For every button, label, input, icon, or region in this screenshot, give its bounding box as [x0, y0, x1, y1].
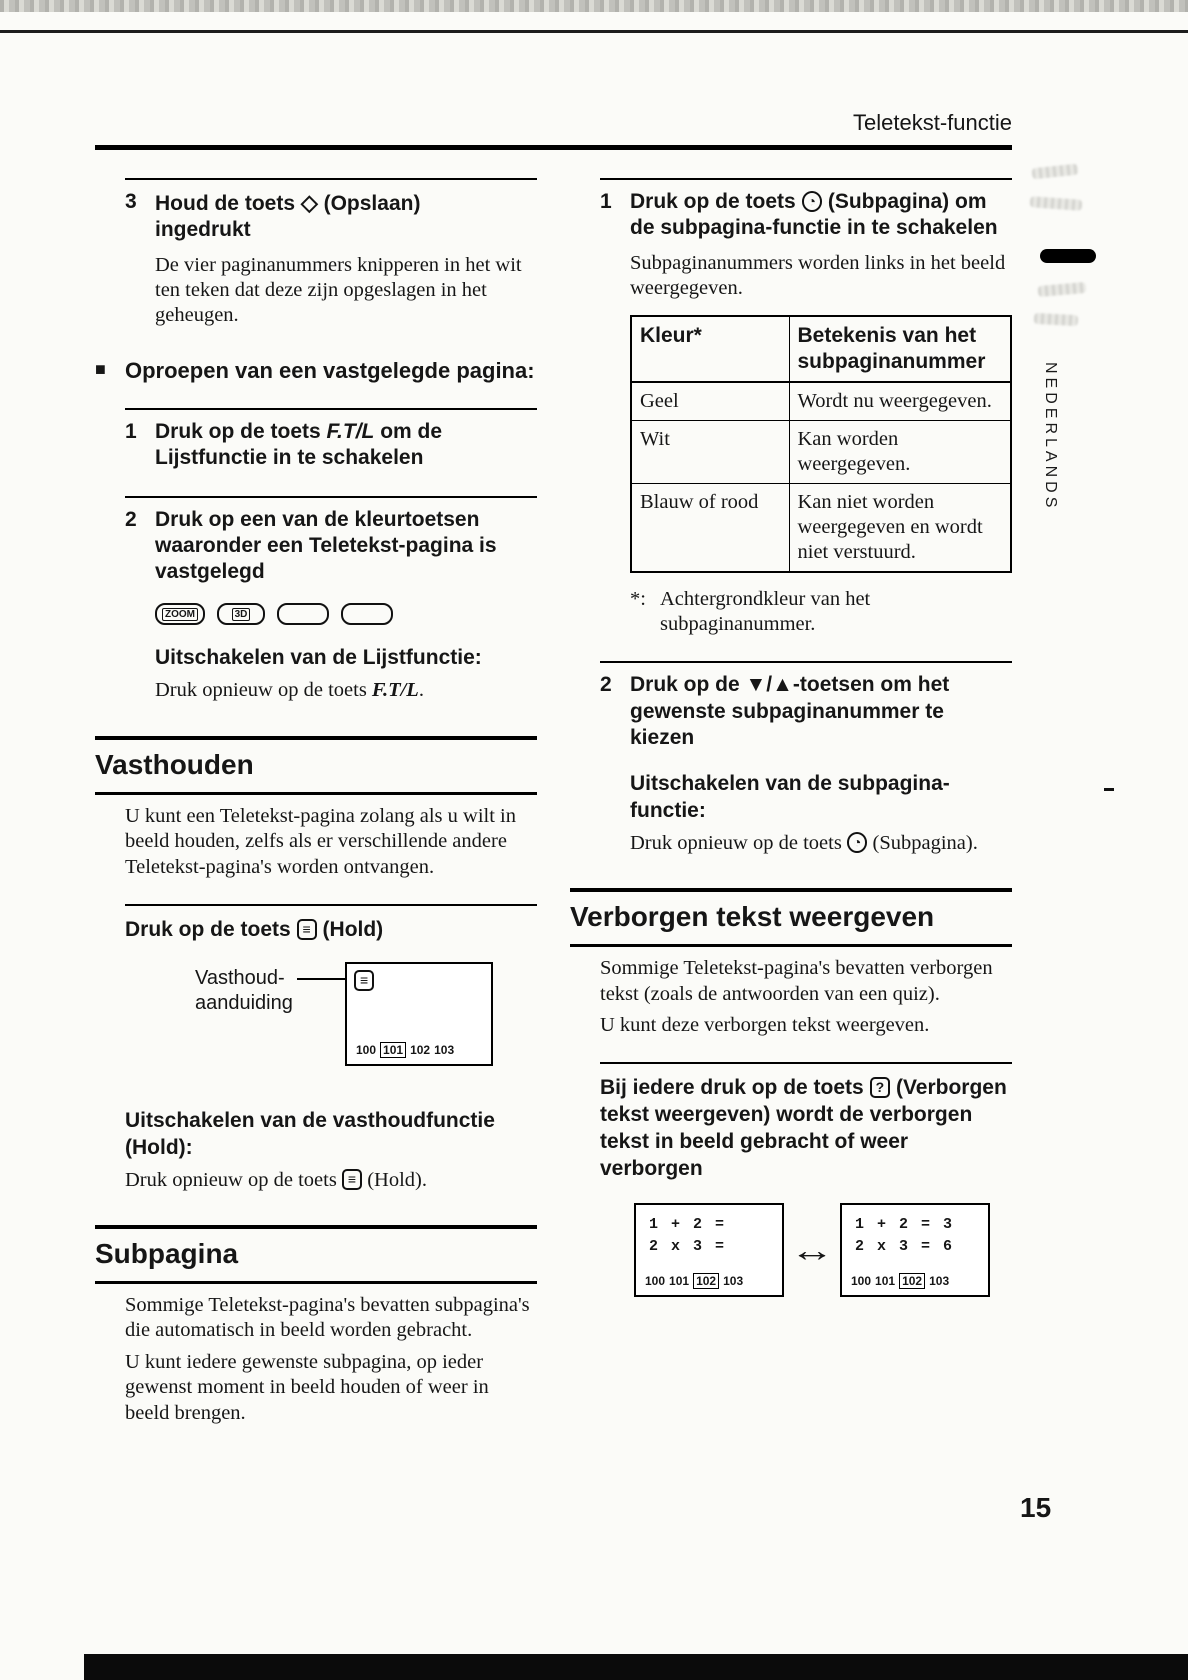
diagram-label-line: aanduiding: [195, 991, 293, 1014]
screen-number: 102: [410, 1042, 431, 1057]
table-header-row: [631, 316, 1011, 381]
step-heading: [155, 189, 537, 244]
subpage-off-title: Uitschakelen van de subpagina-functie:: [630, 772, 950, 822]
hold-icon: ≡: [297, 919, 317, 940]
scan-artifact: [1038, 282, 1087, 297]
step-heading-text: Druk op de toets: [155, 420, 327, 444]
diagram-label-line: Vasthoud-: [195, 966, 285, 989]
screen-number: 103: [723, 1273, 744, 1288]
subpage-icon: ◔: [847, 832, 867, 853]
teletext-example-box: [634, 1203, 784, 1297]
subhead-text: Bij iedere druk op de toets: [600, 1076, 870, 1100]
step-heading: Druk op de ▼/▲-toetsen om het gewenste subpaginanummer te kiezen: [630, 673, 950, 749]
teletext-example-box: [840, 1203, 990, 1297]
table-footnote: [630, 587, 1012, 638]
hidden-press-title: [600, 1062, 1012, 1183]
left-column: [95, 168, 537, 1426]
header-rule: [95, 145, 1012, 150]
hold-icon: ≡: [342, 1169, 362, 1190]
callout-line: [297, 978, 349, 980]
footnote-marker: *:: [630, 587, 646, 610]
table-cell: Kan worden weergegeven.: [789, 420, 1011, 483]
step-number: 2: [125, 507, 137, 531]
table-row: [631, 483, 1011, 572]
section-heading: Oproepen van een vastgelegde pagina:: [125, 357, 535, 383]
example-line: 2 x 3 =: [649, 1237, 727, 1255]
hold-indicator-icon: ≡: [354, 970, 374, 991]
table-cell: Blauw of rood: [631, 483, 789, 572]
table-header-cell: Betekenis van het subpaginanummer: [789, 316, 1011, 381]
hold-off-title: Uitschakelen van de vasthoudfunctie (Hold):: [125, 1108, 495, 1159]
body-text-part: (Hold).: [362, 1168, 427, 1191]
zoom-button-icon: [155, 603, 205, 625]
screen-number: 101: [669, 1273, 690, 1288]
step-heading-text: om de Lijstfunctie in te schakelen: [155, 420, 443, 470]
table-cell: Geel: [631, 382, 789, 421]
body-text-part: .: [418, 679, 424, 702]
subpage-color-table: [630, 315, 1012, 572]
zoom-button-label: ZOOM: [162, 608, 198, 621]
hold-indicator-diagram: [195, 960, 537, 1088]
body-text: De vier paginanummers knipperen in het wit ten teken dat deze zijn opgeslagen in het geheugen.: [155, 253, 522, 327]
body-text: Sommige Teletekst-pagina's bevatten verborgen tekst (zoals de antwoorden van een quiz).: [600, 957, 993, 1005]
step-heading-text: Houd de toets: [155, 192, 301, 215]
screen-number-highlighted: 101: [380, 1042, 406, 1058]
step-heading-text: (Subpagina) om de subpagina-functie in te schakelen: [630, 190, 998, 240]
step-subpage-select: [600, 661, 1012, 856]
blank-button-icon: [341, 603, 393, 625]
screen-number: 100: [356, 1042, 377, 1057]
screen-number: 103: [929, 1273, 950, 1288]
remote-button-row: [155, 603, 537, 625]
scan-top-edge: [0, 0, 1188, 12]
table-row: [631, 382, 1011, 421]
subpage-icon: ◔: [802, 191, 822, 212]
step-save-hold: [125, 178, 537, 329]
step-heading: Druk op een van de kleurtoetsen waaronder een Teletekst-pagina is vastgelegd: [155, 507, 497, 584]
hidden-text-section-heading: Verborgen tekst weergeven: [570, 888, 1012, 947]
step-number: 1: [600, 190, 612, 213]
recall-section-heading: [95, 357, 537, 385]
3d-button-label: 3D: [232, 608, 251, 621]
table-header-cell: Kleur*: [631, 316, 789, 381]
screen-number-highlighted: 102: [693, 1273, 719, 1289]
subpage-section-heading: Subpagina: [95, 1225, 537, 1284]
diagram-label: [195, 966, 293, 1016]
step-number: 3: [125, 190, 137, 213]
table-cell: Wordt nu weergegeven.: [789, 382, 1011, 421]
right-column: [570, 168, 1012, 1297]
body-text-part: Druk opnieuw op de toets: [155, 679, 372, 702]
language-sidebar-label: NEDERLANDS: [1042, 362, 1059, 512]
subhead-text: (Hold): [316, 917, 384, 941]
save-icon: ◇: [300, 190, 318, 215]
tv-screen: [345, 962, 493, 1066]
example-line: 2 x 3 = 6: [855, 1237, 955, 1255]
body-text: Subpaginanummers worden links in het beeld weergegeven.: [630, 251, 1006, 299]
teletext-page-numbers: [645, 1274, 747, 1288]
square-bullet-icon: ■: [95, 358, 106, 379]
table-cell: Wit: [631, 420, 789, 483]
footnote-text: Achtergrondkleur van het subpaginanummer.: [660, 587, 871, 635]
table-cell: Kan niet worden weergegeven en wordt niet verstuurd.: [789, 483, 1011, 572]
body-text-part: (Subpagina).: [867, 831, 978, 854]
ftl-key-label: F.T/L: [371, 679, 419, 702]
hidden-text-icon: ?: [870, 1077, 891, 1098]
screen-number: 101: [875, 1273, 896, 1288]
body-text: [630, 831, 1012, 856]
top-rule: [0, 30, 1188, 33]
ftl-key-label: F.T/L: [326, 420, 375, 444]
screen-number: 103: [434, 1042, 455, 1057]
step-heading: [155, 419, 537, 472]
teletext-page-numbers: [851, 1274, 953, 1288]
step-heading-text: Druk op de toets: [630, 190, 802, 213]
scan-edge-mark: [1104, 788, 1114, 791]
list-off-title: Uitschakelen van de Lijstfunctie:: [155, 646, 482, 670]
hidden-text-diagram: [634, 1203, 1012, 1297]
step-heading-text: ingedrukt: [155, 218, 251, 242]
language-tab-marker: [1040, 249, 1096, 263]
table-row: [631, 420, 1011, 483]
body-text-part: Druk opnieuw op de toets: [125, 1168, 342, 1191]
body-text: U kunt een Teletekst-pagina zolang als u wilt in beeld houden, zelfs als er verschillende andere Teletekst-pagina's worden ontvangen.: [125, 804, 517, 878]
step-list-function: [125, 408, 537, 472]
scan-artifact: [1034, 313, 1079, 326]
hold-section-heading: Vasthouden: [95, 736, 537, 795]
bottom-black-bar: [84, 1654, 1188, 1680]
subhead-text: Druk op de toets: [125, 917, 297, 941]
screen-number-highlighted: 102: [899, 1273, 925, 1289]
scan-artifact: [1030, 196, 1083, 211]
body-text: Sommige Teletekst-pagina's bevatten subpagina's die automatisch in beeld worden gebracht.: [125, 1294, 530, 1342]
step-number: 2: [600, 673, 612, 697]
step-heading: [630, 189, 1012, 242]
body-text: U kunt deze verborgen tekst weergeven.: [600, 1014, 930, 1037]
double-arrow-icon: ↔: [789, 1231, 835, 1268]
example-line: 1 + 2 =: [649, 1215, 727, 1233]
body-text: U kunt iedere gewenste subpagina, op ieder gewenst moment in beeld houden of weer in beeld brengen.: [125, 1350, 489, 1424]
step-heading-text: (Opslaan): [317, 192, 421, 215]
hold-press-title: [125, 904, 537, 944]
body-text: [155, 678, 537, 703]
step-number: 1: [125, 420, 137, 444]
step-subpage-on: [600, 178, 1012, 637]
teletext-page-numbers: [356, 1043, 458, 1057]
scan-artifact: [1032, 164, 1079, 180]
blank-button-icon: [277, 603, 329, 625]
body-text-part: Druk opnieuw op de toets: [630, 831, 847, 854]
screen-number: 100: [645, 1273, 666, 1288]
body-text: [125, 1168, 537, 1193]
subhead-text: (Verborgen tekst weergeven) wordt de verborgen tekst in beeld gebracht of weer verborgen: [600, 1076, 1007, 1181]
page-number: 15: [1020, 1492, 1052, 1523]
step-color-buttons: [125, 496, 537, 704]
example-line: 1 + 2 = 3: [855, 1215, 955, 1233]
3d-button-icon: [217, 603, 265, 625]
page-header-title: Teletekst-functie: [853, 110, 1012, 135]
screen-number: 100: [851, 1273, 872, 1288]
